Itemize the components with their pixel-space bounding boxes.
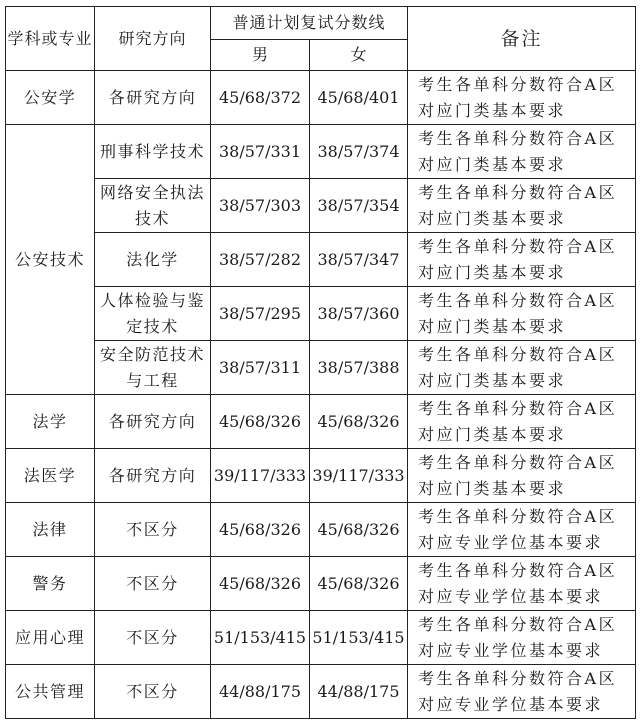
cell-female-score: 45/68/326 bbox=[310, 557, 408, 611]
cell-discipline: 法律 bbox=[6, 503, 95, 557]
cell-discipline: 公安学 bbox=[6, 71, 95, 125]
table-row bbox=[6, 503, 636, 557]
table-row bbox=[6, 395, 636, 449]
header-female: 女 bbox=[310, 40, 408, 71]
header-discipline: 学科或专业 bbox=[6, 7, 95, 71]
cell-female-score: 38/57/388 bbox=[310, 341, 408, 395]
table-row bbox=[6, 611, 636, 665]
table-row bbox=[6, 287, 636, 341]
header-score-line: 普通计划复试分数线 bbox=[211, 7, 408, 40]
cell-note: 考生各单科分数符合A区对应专业学位基本要求 bbox=[408, 665, 636, 719]
cell-female-score: 45/68/326 bbox=[310, 395, 408, 449]
table-row bbox=[6, 665, 636, 719]
cell-discipline: 法医学 bbox=[6, 449, 95, 503]
cell-male-score: 39/117/333 bbox=[211, 449, 310, 503]
cell-direction: 法化学 bbox=[95, 233, 211, 287]
cell-female-score: 44/88/175 bbox=[310, 665, 408, 719]
cell-discipline: 应用心理 bbox=[6, 611, 95, 665]
cell-female-score: 45/68/401 bbox=[310, 71, 408, 125]
cell-note: 考生各单科分数符合A区对应门类基本要求 bbox=[408, 449, 636, 503]
table-row bbox=[6, 449, 636, 503]
cell-female-score: 38/57/360 bbox=[310, 287, 408, 341]
cell-direction: 不区分 bbox=[95, 665, 211, 719]
cell-male-score: 38/57/295 bbox=[211, 287, 310, 341]
cell-female-score: 51/153/415 bbox=[310, 611, 408, 665]
header-direction: 研究方向 bbox=[95, 7, 211, 71]
cell-male-score: 45/68/372 bbox=[211, 71, 310, 125]
table-row bbox=[6, 125, 636, 179]
cell-direction: 人体检验与鉴定技术 bbox=[95, 287, 211, 341]
header-male: 男 bbox=[211, 40, 310, 71]
cell-direction: 刑事科学技术 bbox=[95, 125, 211, 179]
cell-male-score: 44/88/175 bbox=[211, 665, 310, 719]
cell-note: 考生各单科分数符合A区对应专业学位基本要求 bbox=[408, 611, 636, 665]
table-row bbox=[6, 233, 636, 287]
cell-male-score: 38/57/282 bbox=[211, 233, 310, 287]
cell-male-score: 45/68/326 bbox=[211, 557, 310, 611]
cell-note: 考生各单科分数符合A区对应门类基本要求 bbox=[408, 287, 636, 341]
cell-male-score: 51/153/415 bbox=[211, 611, 310, 665]
table-row bbox=[6, 341, 636, 395]
cell-note: 考生各单科分数符合A区对应门类基本要求 bbox=[408, 395, 636, 449]
cell-female-score: 38/57/347 bbox=[310, 233, 408, 287]
cell-female-score: 39/117/333 bbox=[310, 449, 408, 503]
cell-female-score: 45/68/326 bbox=[310, 503, 408, 557]
cell-direction: 各研究方向 bbox=[95, 71, 211, 125]
cell-male-score: 38/57/311 bbox=[211, 341, 310, 395]
cell-note: 考生各单科分数符合A区对应专业学位基本要求 bbox=[408, 557, 636, 611]
cell-note: 考生各单科分数符合A区对应门类基本要求 bbox=[408, 71, 636, 125]
cell-note: 考生各单科分数符合A区对应门类基本要求 bbox=[408, 125, 636, 179]
cell-male-score: 45/68/326 bbox=[211, 395, 310, 449]
cell-male-score: 45/68/326 bbox=[211, 503, 310, 557]
cell-female-score: 38/57/374 bbox=[310, 125, 408, 179]
header-note: 备注 bbox=[408, 7, 636, 71]
score-table bbox=[5, 6, 636, 719]
cell-discipline: 法学 bbox=[6, 395, 95, 449]
cell-note: 考生各单科分数符合A区对应门类基本要求 bbox=[408, 341, 636, 395]
table-row bbox=[6, 71, 636, 125]
cell-note: 考生各单科分数符合A区对应门类基本要求 bbox=[408, 233, 636, 287]
cell-direction: 各研究方向 bbox=[95, 449, 211, 503]
cell-direction: 不区分 bbox=[95, 611, 211, 665]
cell-direction: 网络安全执法技术 bbox=[95, 179, 211, 233]
cell-direction: 各研究方向 bbox=[95, 395, 211, 449]
cell-discipline: 公安技术 bbox=[6, 125, 95, 395]
cell-discipline: 公共管理 bbox=[6, 665, 95, 719]
cell-male-score: 38/57/303 bbox=[211, 179, 310, 233]
cell-note: 考生各单科分数符合A区对应门类基本要求 bbox=[408, 179, 636, 233]
cell-direction: 不区分 bbox=[95, 503, 211, 557]
cell-male-score: 38/57/331 bbox=[211, 125, 310, 179]
cell-female-score: 38/57/354 bbox=[310, 179, 408, 233]
table-row bbox=[6, 557, 636, 611]
cell-note: 考生各单科分数符合A区对应专业学位基本要求 bbox=[408, 503, 636, 557]
table-row bbox=[6, 179, 636, 233]
cell-direction: 安全防范技术与工程 bbox=[95, 341, 211, 395]
cell-discipline: 警务 bbox=[6, 557, 95, 611]
cell-direction: 不区分 bbox=[95, 557, 211, 611]
